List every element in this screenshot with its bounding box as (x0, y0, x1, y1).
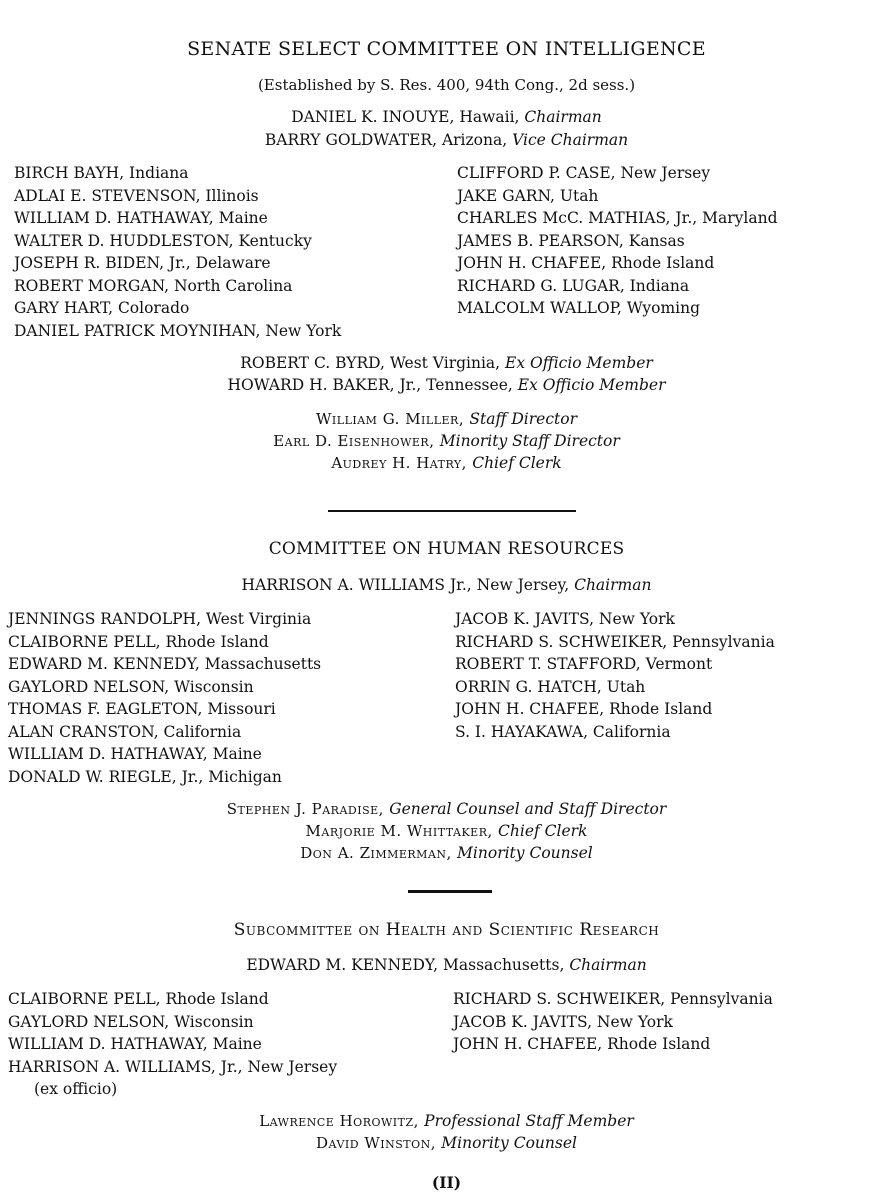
member-role: Chairman (574, 576, 652, 594)
staff-role: Chief Clerk (498, 822, 588, 840)
member-entry: JOSEPH R. BIDEN, Jr., Delaware (14, 254, 271, 272)
staff-role: Staff Director (469, 410, 577, 428)
subcommittee-majority-members (8, 988, 337, 1101)
member-entry: WILLIAM D. HATHAWAY, Maine (14, 209, 268, 227)
member-name: ROBERT C. BYRD, West Virginia, (240, 354, 506, 372)
staff-name: William G. Miller, (316, 410, 470, 428)
member-name: BARRY GOLDWATER, Arizona, (264, 131, 513, 149)
member-role: Ex Officio Member (505, 354, 653, 372)
intelligence-ex-officio-2 (0, 378, 893, 394)
member-entry: GAYLORD NELSON, Wisconsin (8, 677, 254, 696)
subcommittee-minority-members (453, 988, 773, 1056)
member-entry: ALAN CRANSTON, California (8, 722, 242, 741)
section-divider (328, 510, 576, 512)
intelligence-minority-members (457, 162, 778, 320)
member-entry: RICHARD S. SCHWEIKER, Pennsylvania (453, 990, 773, 1008)
human-resources-chairman (0, 578, 893, 594)
member-entry: WILLIAM D. HATHAWAY, Maine (8, 745, 262, 763)
member-entry: DANIEL PATRICK MOYNIHAN, New York (14, 321, 342, 340)
staff-role: Professional Staff Member (424, 1112, 634, 1130)
member-entry: ROBERT MORGAN, North Carolina (14, 276, 293, 295)
member-entry: RICHARD G. LUGAR, Indiana (457, 276, 690, 295)
subcommittee-minority-counsel (0, 1136, 893, 1152)
human-resources-minority-members (455, 608, 775, 743)
section-divider (408, 890, 492, 893)
subcommittee-title: Subcommittee on Health and Scientific Research (233, 920, 660, 940)
intelligence-committee-title: SENATE SELECT COMMITTEE ON INTELLIGENCE (187, 38, 706, 60)
member-entry: CLAIBORNE PELL, Rhode Island (8, 990, 269, 1008)
member-entry: JENNINGS RANDOLPH, West Virginia (8, 610, 312, 628)
staff-name: Earl D. Eisenhower, (273, 432, 440, 450)
member-entry: EDWARD M. KENNEDY, Massachusetts (8, 655, 322, 673)
intelligence-staff-director (0, 412, 893, 428)
intelligence-established-note: (Established by S. Res. 400, 94th Cong., 2d sess.) (257, 76, 636, 94)
intelligence-chief-clerk (0, 456, 893, 472)
staff-name: Marjorie M. Whittaker, (305, 822, 499, 840)
member-entry: CLIFFORD P. CASE, New Jersey (457, 164, 711, 182)
staff-name: Audrey H. Hatry, (331, 454, 473, 472)
staff-name: Don A. Zimmerman, (300, 844, 458, 862)
human-resources-majority-members (8, 608, 321, 788)
member-entry: GAYLORD NELSON, Wisconsin (8, 1012, 254, 1031)
member-entry: ORRIN G. HATCH, Utah (455, 677, 646, 696)
member-entry: JACOB K. JAVITS, New York (453, 1012, 673, 1031)
member-entry: JOHN H. CHAFEE, Rhode Island (453, 1035, 711, 1053)
staff-name: Lawrence Horowitz, (259, 1112, 425, 1130)
human-resources-minority-counsel (0, 846, 893, 862)
human-resources-chief-clerk (0, 824, 893, 840)
member-entry: WILLIAM D. HATHAWAY, Maine (8, 1035, 262, 1053)
intelligence-ex-officio-1 (0, 356, 893, 372)
member-name: DANIEL K. INOUYE, Hawaii, (291, 108, 525, 126)
member-name: HOWARD H. BAKER, Jr., Tennessee, (227, 376, 518, 394)
member-entry: RICHARD S. SCHWEIKER, Pennsylvania (455, 632, 775, 651)
member-note: (ex officio) (34, 1080, 118, 1098)
member-entry: DONALD W. RIEGLE, Jr., Michigan (8, 767, 282, 786)
staff-name: Stephen J. Paradise, (226, 800, 390, 818)
intelligence-majority-members (14, 162, 341, 342)
member-role: Chairman (524, 108, 602, 126)
staff-role: Minority Staff Director (439, 432, 620, 450)
intelligence-minority-staff-director (0, 434, 893, 450)
member-entry: JAKE GARN, Utah (457, 186, 599, 205)
staff-role: General Counsel and Staff Director (389, 800, 667, 818)
member-entry: MALCOLM WALLOP, Wyoming (457, 299, 701, 317)
member-role: Ex Officio Member (517, 376, 666, 394)
member-entry: JAMES B. PEARSON, Kansas (457, 231, 685, 250)
staff-role: Minority Counsel (441, 1134, 577, 1152)
member-entry: JOHN H. CHAFEE, Rhode Island (457, 254, 715, 272)
member-entry: HARRISON A. WILLIAMS, Jr., New Jersey (8, 1057, 338, 1076)
member-entry: CHARLES McC. MATHIAS, Jr., Maryland (457, 209, 778, 227)
member-role: Vice Chairman (512, 131, 629, 149)
member-entry: JOHN H. CHAFEE, Rhode Island (455, 700, 713, 718)
member-entry: ADLAI E. STEVENSON, Illinois (14, 186, 259, 205)
member-entry: GARY HART, Colorado (14, 299, 190, 317)
member-name: HARRISON A. WILLIAMS Jr., New Jersey, (241, 576, 575, 594)
staff-name: David Winston, (316, 1134, 442, 1152)
subcommittee-chairman (0, 958, 893, 974)
staff-role: Chief Clerk (472, 454, 562, 472)
human-resources-general-counsel (0, 802, 893, 818)
member-entry: S. I. HAYAKAWA, California (455, 722, 671, 741)
staff-role: Minority Counsel (457, 844, 593, 862)
human-resources-committee-title: COMMITTEE ON HUMAN RESOURCES (268, 539, 625, 559)
member-role: Chairman (569, 956, 647, 974)
intelligence-chairman (0, 110, 893, 126)
intelligence-vice-chairman (0, 133, 893, 149)
member-entry: THOMAS F. EAGLETON, Missouri (8, 700, 276, 718)
member-entry: CLAIBORNE PELL, Rhode Island (8, 632, 269, 651)
member-name: EDWARD M. KENNEDY, Massachusetts, (246, 956, 570, 974)
member-entry: WALTER D. HUDDLESTON, Kentucky (14, 231, 312, 250)
member-entry: ROBERT T. STAFFORD, Vermont (455, 655, 713, 673)
member-entry: JACOB K. JAVITS, New York (455, 610, 675, 628)
page-number: (II) (431, 1173, 462, 1192)
subcommittee-professional-staff (0, 1114, 893, 1130)
member-entry: BIRCH BAYH, Indiana (14, 164, 189, 182)
